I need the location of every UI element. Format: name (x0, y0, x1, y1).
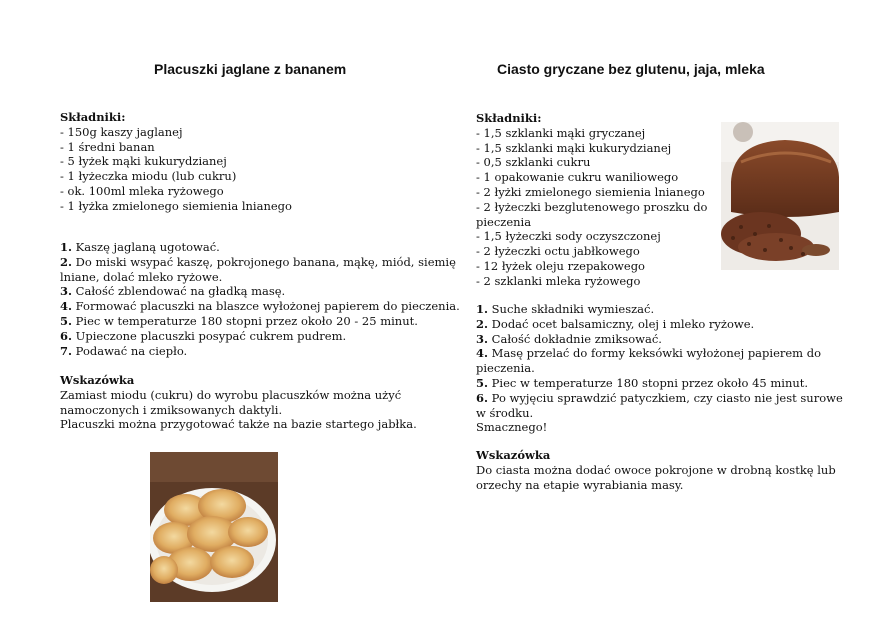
step-number: 1. (60, 240, 73, 254)
step-item (60, 255, 460, 270)
pancakes-image (150, 452, 278, 602)
step-item (476, 317, 843, 332)
ingredient-item: - 5 łyżek mąki kukurydzianej (60, 154, 227, 169)
tip-line: namoczonych i zmiksowanych daktyli. (60, 402, 283, 417)
step-number: 2. (60, 254, 73, 269)
ingredient-item: - 1,5 szklanki mąki kukurydzianej (476, 140, 672, 155)
step-text: Podawać na ciepło. (72, 343, 188, 358)
step-text: Masę przelać do formy keksówki wyłożonej papierem do (488, 346, 822, 361)
ingredients-section (60, 110, 292, 214)
step-item (476, 391, 843, 406)
step-item (476, 376, 843, 391)
tips-label: Wskazówka (60, 373, 135, 387)
tip-line: Placuszki można przygotować także na bazie startego jabłka. (60, 417, 417, 432)
ingredients-section (476, 111, 707, 289)
ingredients-label: Składniki: (60, 110, 126, 124)
ingredient-item: - 2 łyżki zmielonego siemienia lnianego (476, 184, 705, 199)
ingredient-item: - 2 szklanki mleka ryżowego (476, 273, 641, 288)
step-number: 2. (476, 316, 489, 331)
steps-section (60, 240, 460, 358)
tips-label: Wskazówka (476, 448, 551, 462)
step-number: 4. (476, 346, 489, 361)
step-item (476, 302, 843, 317)
ingredient-item: - 0,5 szklanki cukru (476, 155, 591, 170)
tips-section (60, 373, 417, 432)
step-text: Piec w temperaturze 180 stopni przez około 45 minut. (488, 375, 809, 390)
step-text: Smacznego! (476, 420, 548, 435)
step-number: 3. (476, 331, 489, 346)
ingredient-item: - 12 łyżek oleju rzepakowego (476, 258, 645, 273)
step-text: Upieczone placuszki posypać cukrem pudrem. (72, 328, 347, 343)
step-text: Formować placuszki na blaszce wyłożonej papierem do pieczenia. (72, 299, 460, 314)
ingredient-item: - 1,5 łyżeczki sody oczyszczonej (476, 229, 661, 244)
ingredient-item: - 1 łyżeczka miodu (lub cukru) (60, 169, 237, 184)
steps-section (476, 302, 843, 435)
step-number: 7. (60, 343, 73, 358)
step-item (60, 344, 460, 359)
step-item (60, 270, 460, 285)
recipe-title: Placuszki jaglane z bananem (154, 61, 347, 77)
ingredients-label: Składniki: (476, 111, 542, 125)
step-text: pieczenia. (476, 361, 535, 376)
step-text: lniane, dolać mleko ryżowe. (60, 269, 223, 284)
step-text: Po wyjęciu sprawdzić patyczkiem, czy ciasto nie jest surowe (488, 390, 843, 405)
step-text: Suche składniki wymieszać. (488, 302, 655, 316)
tip-line: orzechy na etapie wyrabiania masy. (476, 477, 684, 492)
step-number: 6. (60, 328, 73, 343)
step-text: Całość dokładnie zmiksować. (488, 331, 662, 346)
ingredient-item: - 2 łyżeczki bezglutenowego proszku do (476, 199, 708, 214)
cake-image (721, 122, 839, 270)
step-text: Całość zblendować na gładką masę. (72, 284, 286, 299)
step-number: 3. (60, 284, 73, 299)
step-item (60, 329, 460, 344)
step-item (476, 406, 843, 421)
step-number: 5. (476, 375, 489, 390)
step-item (476, 420, 843, 435)
ingredient-item: - 2 łyżeczki octu jabłkowego (476, 244, 640, 259)
pancakes-photo (150, 452, 278, 602)
step-item (60, 240, 460, 255)
step-text: Dodać ocet balsamiczny, olej i mleko ryżowe. (488, 316, 755, 331)
step-number: 4. (60, 299, 73, 314)
recipe-title: Ciasto gryczane bez glutenu, jaja, mleka (497, 61, 765, 77)
buckwheat-cake-photo (721, 122, 839, 270)
tip-line: Zamiast miodu (cukru) do wyrobu placuszków można użyć (60, 387, 402, 402)
step-item (60, 299, 460, 314)
ingredient-item: - 1,5 szklanki mąki gryczanej (476, 125, 646, 140)
tip-line: Do ciasta można dodać owoce pokrojone w drobną kostkę lub (476, 462, 836, 477)
ingredient-item: pieczenia (476, 214, 532, 229)
step-text: Kaszę jaglaną ugotować. (72, 240, 220, 254)
ingredient-item: - ok. 100ml mleka ryżowego (60, 183, 224, 198)
step-item (476, 332, 843, 347)
ingredient-item: - 150g kaszy jaglanej (60, 124, 183, 139)
ingredient-item: - 1 średni banan (60, 139, 155, 154)
step-number: 6. (476, 390, 489, 405)
step-text: w środku. (476, 405, 534, 420)
step-text: Do miski wsypać kaszę, pokrojonego banana, mąkę, miód, siemię (72, 254, 456, 269)
step-item (476, 361, 843, 376)
step-item (476, 346, 843, 361)
ingredient-item: - 1 łyżka zmielonego siemienia lnianego (60, 198, 292, 213)
step-number: 1. (476, 302, 489, 316)
step-number: 5. (60, 313, 73, 328)
tips-section (476, 448, 836, 492)
step-text: Piec w temperaturze 180 stopni przez około 20 - 25 minut. (72, 313, 418, 328)
ingredient-item: - 1 opakowanie cukru waniliowego (476, 170, 679, 185)
step-item (60, 314, 460, 329)
step-item (60, 284, 460, 299)
